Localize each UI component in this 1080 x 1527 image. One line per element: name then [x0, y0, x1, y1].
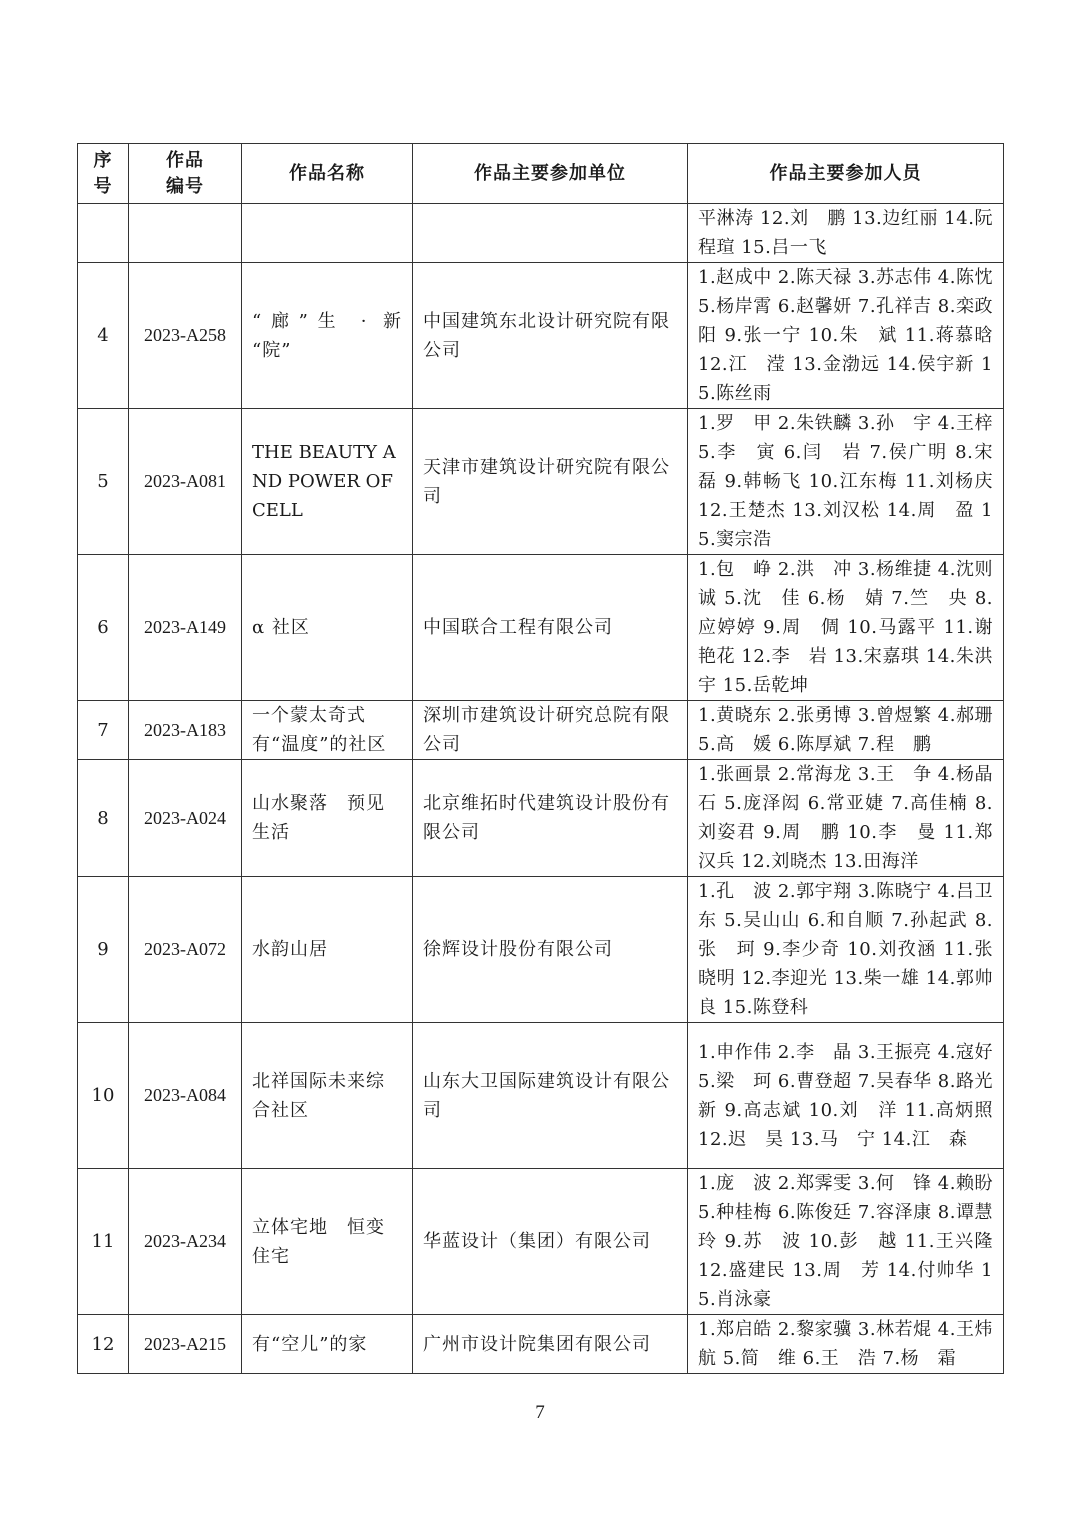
table-row: [78, 204, 1004, 263]
table-row: [78, 1023, 1004, 1169]
work-code: [129, 204, 242, 263]
work-unit: 中国建筑东北设计研究院有限公司: [413, 263, 688, 409]
row-number: 4: [78, 263, 129, 409]
work-name: 立体宅地 恒变住宅: [242, 1169, 413, 1315]
table-row: [78, 877, 1004, 1023]
work-code: 2023-A149: [129, 555, 242, 701]
header-unit: 作品主要参加单位: [413, 144, 688, 204]
work-unit: 北京维拓时代建筑设计股份有限公司: [413, 760, 688, 877]
work-name: α 社区: [242, 555, 413, 701]
work-unit: 山东大卫国际建筑设计有限公司: [413, 1023, 688, 1169]
work-people: 1.张画景 2.常海龙 3.王 争 4.杨晶石 5.庞泽闳 6.常亚婕 7.高佳楠 8.刘姿君 9.周 鹏 10.李 曼 11.郑汉兵 12.刘晓杰 13.田海洋: [688, 760, 1004, 877]
header-num: 序 号: [78, 144, 129, 204]
row-number: 6: [78, 555, 129, 701]
work-people: 1.包 峥 2.洪 冲 3.杨维捷 4.沈则诚 5.沈 佳 6.杨 婧 7.竺 央 8.应婷婷 9.周 倜 10.马露平 11.谢艳花 12.李 岩 13.宋嘉琪 14.朱洪宇 15.岳乾坤: [688, 555, 1004, 701]
work-people: 1.赵成中 2.陈天禄 3.苏志伟 4.陈忱 5.杨岸霄 6.赵馨妍 7.孔祥吉 8.栾政阳 9.张一宁 10.朱 斌 11.蒋慕晗 12.江 滢 13.金渤远 14.侯宇新 15.陈丝雨: [688, 263, 1004, 409]
work-code: 2023-A215: [129, 1315, 242, 1374]
work-unit: 华蓝设计（集团）有限公司: [413, 1169, 688, 1315]
work-unit: 天津市建筑设计研究院有限公司: [413, 409, 688, 555]
row-number: 9: [78, 877, 129, 1023]
work-people: 1.郑启皓 2.黎家骥 3.林若焜 4.王炜航 5.简 维 6.王 浩 7.杨 霜: [688, 1315, 1004, 1374]
table-row: [78, 263, 1004, 409]
work-code: 2023-A258: [129, 263, 242, 409]
work-people: 1.申作伟 2.李 晶 3.王振亮 4.寇好 5.梁 珂 6.曹登超 7.吴春华 8.路光新 9.高志斌 10.刘 洋 11.高炳照 12.迟 昊 13.马 宁 14.江 森: [688, 1023, 1004, 1169]
work-unit: 徐辉设计股份有限公司: [413, 877, 688, 1023]
row-number: 12: [78, 1315, 129, 1374]
table-row: [78, 555, 1004, 701]
header-people: 作品主要参加人员: [688, 144, 1004, 204]
work-name: 北祥国际未来综合社区: [242, 1023, 413, 1169]
row-number: 8: [78, 760, 129, 877]
work-people: 1.罗 甲 2.朱铁麟 3.孙 宇 4.王梓 5.李 寅 6.闫 岩 7.侯广明 8.宋 磊 9.韩畅飞 10.江东梅 11.刘杨庆 12.王楚杰 13.刘汉松 14.周 盈 15.窦宗浩: [688, 409, 1004, 555]
table-row: [78, 1169, 1004, 1315]
work-name: [242, 204, 413, 263]
page-number: 7: [535, 1402, 545, 1423]
work-name: 山水聚落 预见生活: [242, 760, 413, 877]
header-row: [78, 144, 1004, 204]
work-code: 2023-A084: [129, 1023, 242, 1169]
work-unit: 深圳市建筑设计研究总院有限公司: [413, 701, 688, 760]
work-unit: 中国联合工程有限公司: [413, 555, 688, 701]
work-code: 2023-A234: [129, 1169, 242, 1315]
work-unit: [413, 204, 688, 263]
work-people: 1.黄晓东 2.张勇博 3.曾煜繁 4.郝珊 5.高 媛 6.陈厚斌 7.程 鹏: [688, 701, 1004, 760]
table-row: [78, 1315, 1004, 1374]
work-people: 平淋涛 12.刘 鹏 13.边红丽 14.阮程瑄 15.吕一飞: [688, 204, 1004, 263]
work-people: 1.孔 波 2.郭宇翔 3.陈晓宁 4.吕卫东 5.吴山山 6.和自顺 7.孙起武 8.张 珂 9.李少奇 10.刘孜涵 11.张晓明 12.李迎光 13.柴一雄 14.郭帅良 15.陈登科: [688, 877, 1004, 1023]
table-row: [78, 409, 1004, 555]
row-number: 5: [78, 409, 129, 555]
row-number: [78, 204, 129, 263]
table-row: [78, 701, 1004, 760]
work-name: 水韵山居: [242, 877, 413, 1023]
row-number: 11: [78, 1169, 129, 1315]
work-code: 2023-A024: [129, 760, 242, 877]
work-code: 2023-A081: [129, 409, 242, 555]
work-unit: 广州市设计院集团有限公司: [413, 1315, 688, 1374]
work-people: 1.庞 波 2.郑霁雯 3.何 锋 4.赖盼 5.种桂梅 6.陈俊廷 7.容泽康 8.谭慧玲 9.苏 波 10.彭 越 11.王兴隆 12.盛建民 13.周 芳 14.付帅华 15.肖泳豪: [688, 1169, 1004, 1315]
row-number: 7: [78, 701, 129, 760]
work-code: 2023-A183: [129, 701, 242, 760]
table-row: [78, 760, 1004, 877]
row-number: 10: [78, 1023, 129, 1169]
award-table: [77, 143, 1012, 1374]
work-name: THE BEAUTY AND POWER OF CELL: [242, 409, 413, 555]
work-name: 一个蒙太奇式有“温度”的社区: [242, 701, 413, 760]
work-name: 有“空儿”的家: [242, 1315, 413, 1374]
header-code: 作品 编号: [129, 144, 242, 204]
work-code: 2023-A072: [129, 877, 242, 1023]
work-name: “廊”生 · 新 “院”: [242, 263, 413, 409]
header-name: 作品名称: [242, 144, 413, 204]
